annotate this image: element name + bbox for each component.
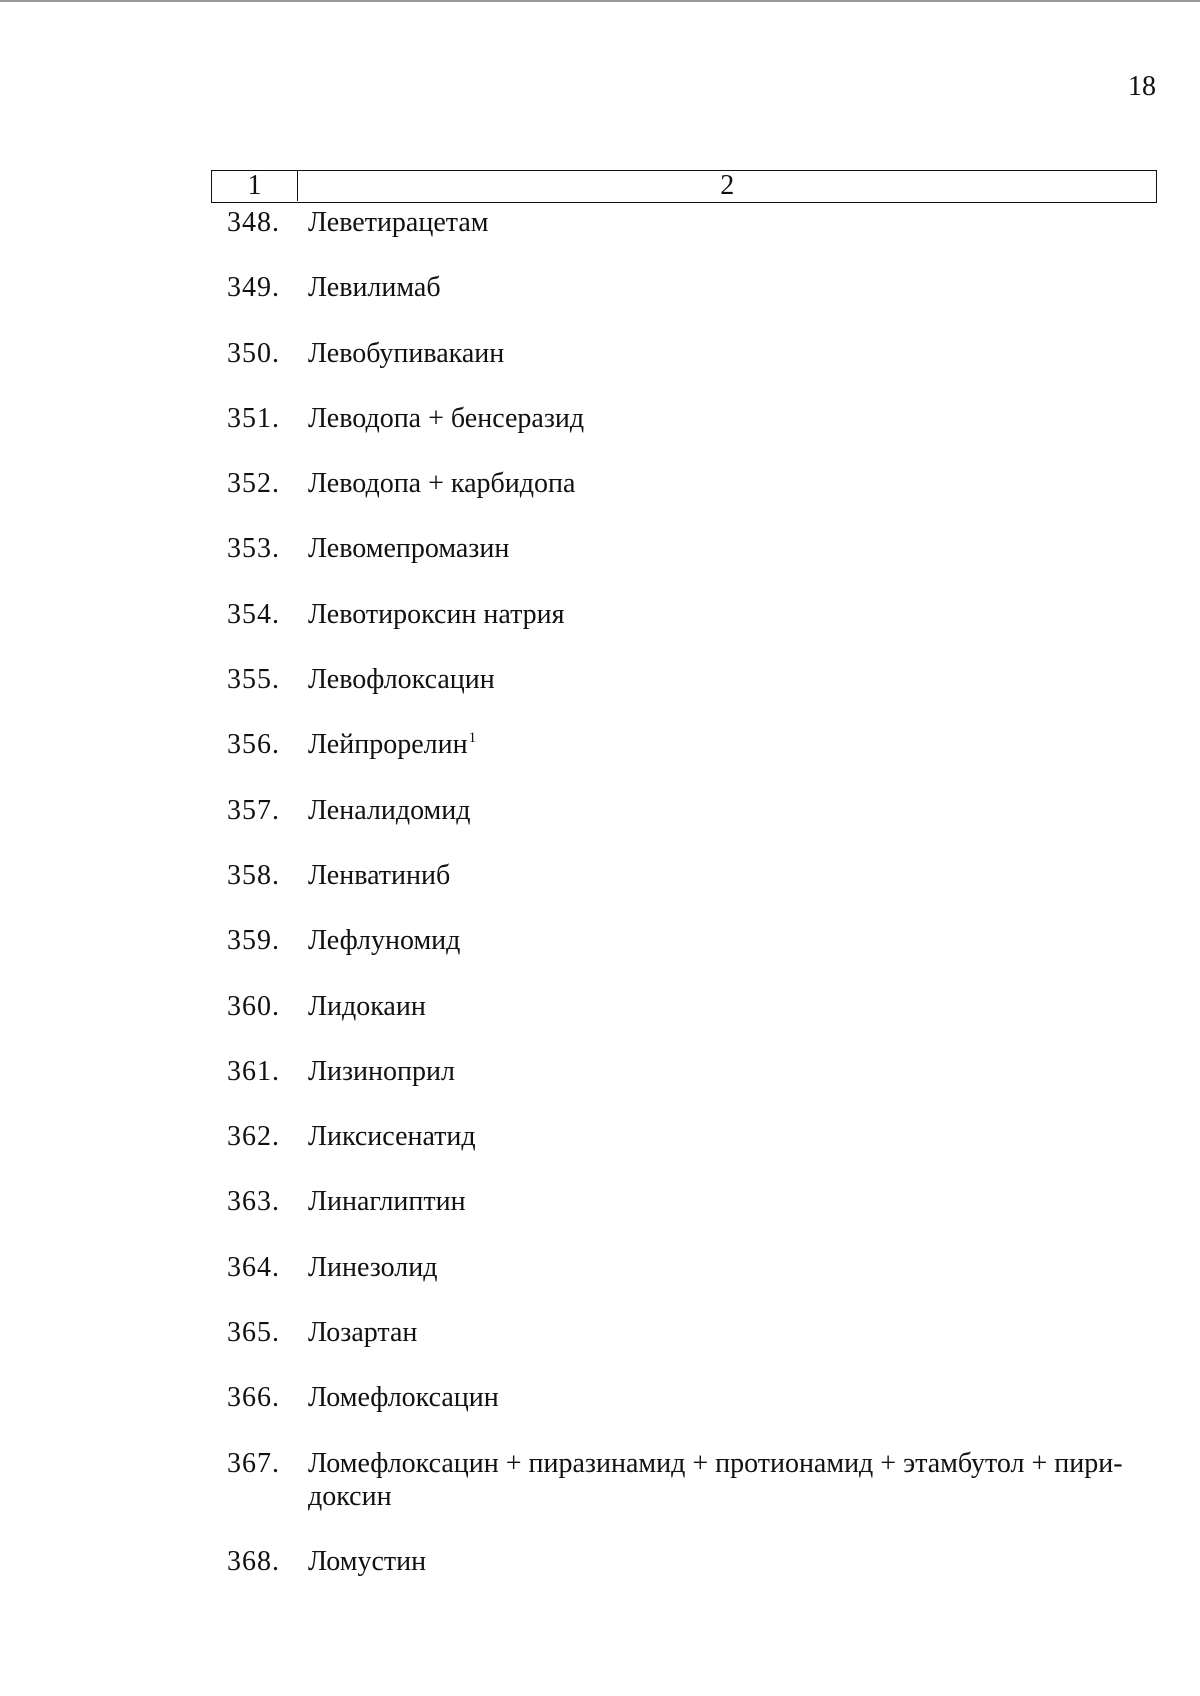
drug-name: Леветирацетам	[308, 207, 489, 238]
row-number: 352.	[227, 468, 280, 500]
table-row	[0, 467, 1200, 500]
row-number: 351.	[227, 402, 280, 434]
row-number: 358.	[227, 859, 280, 891]
row-number: 367.	[227, 1447, 280, 1479]
drug-name: Лизиноприл	[308, 1055, 455, 1087]
table-header-col-2: 2	[720, 170, 735, 201]
table-row	[0, 402, 1200, 435]
drug-name: Левофлоксацин	[308, 664, 495, 696]
row-number: 357.	[227, 794, 280, 826]
table-row	[0, 990, 1200, 1023]
row-number: 363.	[227, 1186, 280, 1218]
table-row	[0, 728, 1200, 761]
row-number: 354.	[227, 598, 280, 630]
row-number: 353.	[227, 533, 280, 565]
drug-name: Левомепромазин	[308, 533, 510, 565]
drug-name: Левобупивакаин	[308, 337, 505, 369]
table-row	[0, 1185, 1200, 1218]
scan-edge-line	[0, 0, 1200, 2]
drug-list	[0, 206, 1200, 1610]
table-header	[211, 170, 1157, 203]
footnote-marker: 1	[468, 730, 477, 747]
drug-name: Ленватиниб	[308, 859, 451, 891]
drug-name: Ломефлоксацин + пиразинамид + протионамид + этамбутол + пири-	[308, 1447, 1123, 1479]
row-number: 366.	[227, 1382, 280, 1414]
table-row	[0, 1055, 1200, 1088]
drug-name-cell	[308, 728, 1200, 761]
table-header-col-1: 1	[212, 171, 298, 201]
page-number: 18	[1128, 71, 1156, 102]
row-number: 362.	[227, 1121, 280, 1153]
table-row	[0, 1447, 1200, 1513]
drug-name: Ликсисенатид	[308, 1121, 476, 1153]
drug-name-cell	[308, 1447, 1200, 1513]
table-row	[0, 663, 1200, 696]
table-row	[0, 337, 1200, 370]
table-row	[0, 1316, 1200, 1349]
drug-name-continuation: доксин	[308, 1480, 392, 1512]
drug-name: Леводопа + карбидопа	[308, 468, 576, 500]
table-row	[0, 924, 1200, 957]
table-row	[0, 271, 1200, 304]
table-row	[0, 859, 1200, 892]
row-number: 350.	[227, 337, 280, 369]
drug-name: Лозартан	[308, 1317, 418, 1349]
row-number: 356.	[227, 729, 280, 761]
drug-name: Лейпрорелин	[308, 729, 468, 761]
drug-name: Лефлуномид	[308, 925, 461, 957]
row-number: 349.	[227, 272, 280, 304]
table-row	[0, 1120, 1200, 1153]
table-row	[0, 206, 1200, 239]
drug-name: Ломустин	[308, 1545, 427, 1577]
drug-name: Ломефлоксацин	[308, 1382, 499, 1414]
table-row	[0, 1545, 1200, 1578]
row-number: 355.	[227, 664, 280, 696]
drug-name: Линаглиптин	[308, 1186, 466, 1218]
row-number: 348.	[227, 207, 280, 238]
table-row	[0, 794, 1200, 827]
row-number: 360.	[227, 990, 280, 1022]
row-number: 359.	[227, 925, 280, 957]
table-row	[0, 598, 1200, 631]
drug-name: Линезолид	[308, 1251, 438, 1283]
drug-name: Левилимаб	[308, 272, 441, 304]
row-number: 368.	[227, 1545, 280, 1577]
table-row	[0, 1381, 1200, 1414]
table-row	[0, 1251, 1200, 1284]
row-number: 361.	[227, 1055, 280, 1087]
drug-name: Леводопа + бенсеразид	[308, 402, 585, 434]
drug-name: Леналидомид	[308, 794, 471, 826]
drug-name: Левотироксин натрия	[308, 598, 565, 630]
row-number: 365.	[227, 1317, 280, 1349]
table-row	[0, 532, 1200, 565]
drug-name: Лидокаин	[308, 990, 426, 1022]
row-number: 364.	[227, 1251, 280, 1283]
